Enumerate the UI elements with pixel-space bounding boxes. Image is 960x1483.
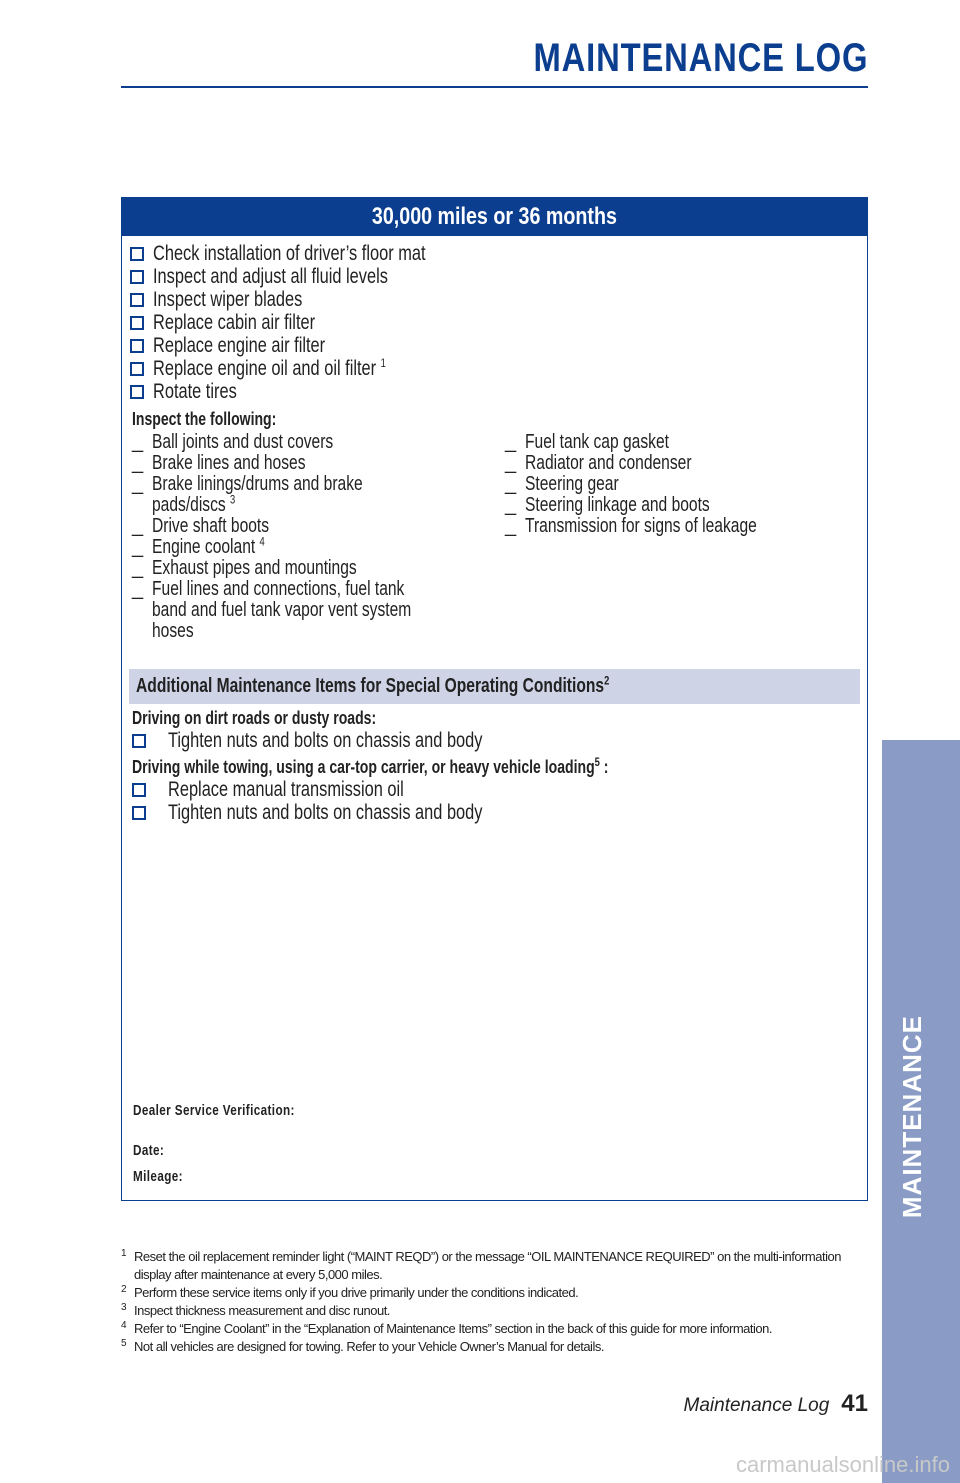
inspect-line-text: [525, 474, 619, 495]
inspect-line-label: Brake linings/drums and brake: [152, 473, 363, 495]
inspect-item-line: [152, 558, 502, 579]
watermark: carmanualsonline.info: [735, 1452, 950, 1477]
inspect-item-line: [152, 516, 502, 537]
footnote-text: Not all vehicles are designed for towing. Refer to your Vehicle Owner’s Manual for details.: [134, 1339, 604, 1354]
footnote: [121, 1284, 868, 1302]
inspect-line-label: Radiator and condenser: [525, 452, 692, 474]
inspect-line-label: Transmission for signs of leakage: [525, 515, 757, 537]
inspect-line-label: band and fuel tank vapor vent system: [152, 599, 412, 621]
inspect-item-text: [525, 432, 865, 453]
inspect-line-text: [525, 495, 710, 516]
inspect-line-label: Steering gear: [525, 473, 619, 495]
inspect-item: [132, 474, 502, 516]
dirt-heading-text: Driving on dirt roads or dusty roads:: [132, 708, 377, 728]
checklist-item-text: [153, 357, 386, 381]
card-header: [122, 198, 867, 236]
footnote: [121, 1320, 868, 1338]
inspect-item-text: [152, 516, 502, 537]
towing-heading: [132, 757, 743, 778]
inspect-item: [505, 432, 865, 453]
inspect-item-text: [152, 453, 502, 474]
checklist-item: [130, 334, 630, 357]
inspect-item: [505, 495, 865, 516]
footnote-text: Inspect thickness measurement and disc runout.: [134, 1303, 390, 1318]
dirt-roads-heading: [132, 708, 445, 729]
inspect-line-label: Fuel lines and connections, fuel tank: [152, 578, 405, 600]
checkbox-icon[interactable]: [130, 316, 144, 330]
inspect-line-text: [152, 600, 411, 621]
inspect-line-text: [152, 534, 265, 558]
dash-bullet: _: [132, 515, 144, 537]
page-title: MAINTENANCE LOG: [533, 36, 868, 80]
inspect-line-label: hoses: [152, 620, 194, 642]
inspect-line-text: [152, 492, 236, 516]
checklist-item-label: Rotate tires: [153, 379, 237, 403]
dash-bullet: _: [132, 536, 144, 558]
condition-item-text: [168, 778, 404, 802]
inspect-line-label: Engine coolant: [152, 536, 256, 558]
inspect-item-line: [525, 453, 865, 474]
checkbox-icon[interactable]: [132, 734, 146, 748]
checklist-item-text: [153, 242, 426, 266]
condition-item: [132, 801, 571, 825]
footnote-number: 2: [121, 1284, 127, 1295]
dash-bullet: _: [505, 431, 517, 453]
inspect-item: [132, 453, 502, 474]
inspect-list-left: [132, 432, 502, 642]
checkbox-icon[interactable]: [130, 293, 144, 307]
inspect-line-text: [525, 516, 757, 537]
inspect-item-text: [152, 474, 502, 516]
inspect-line-text: [152, 621, 194, 642]
inspect-list-right: [505, 432, 865, 537]
inspect-line-text: [525, 432, 669, 453]
inspect-item-line: [525, 495, 865, 516]
footnote-number: 3: [121, 1302, 127, 1313]
page-number: 41: [841, 1390, 868, 1417]
inspect-item: [132, 558, 502, 579]
inspect-item: [505, 474, 865, 495]
checklist-item-label: Replace cabin air filter: [153, 310, 316, 334]
inspect-line-label: Exhaust pipes and mountings: [152, 557, 357, 579]
footnote-ref: 4: [259, 534, 265, 549]
checklist-item: [130, 265, 630, 288]
footnote-text: Perform these service items only if you drive primarily under the conditions indicated.: [134, 1285, 579, 1300]
dash-bullet: _: [132, 431, 144, 453]
inspect-item: [505, 516, 865, 537]
checkbox-icon[interactable]: [132, 783, 146, 797]
inspect-line-label: Drive shaft boots: [152, 515, 270, 537]
condition-item-label: Tighten nuts and bolts on chassis and body: [168, 729, 483, 752]
footnote-ref: 3: [230, 492, 236, 507]
condition-item-text: [168, 801, 482, 825]
checklist-item: [130, 380, 630, 403]
inspect-item-line: [152, 453, 502, 474]
footnote-number: 4: [121, 1320, 127, 1331]
inspect-item-line: [152, 492, 502, 516]
mileage-label: [133, 1168, 197, 1185]
checklist-item: [130, 288, 630, 311]
checklist-item-label: Check installation of driver’s floor mat: [153, 241, 426, 265]
condition-item-text: [168, 729, 482, 753]
inspect-line-label: Steering linkage and boots: [525, 494, 710, 516]
checklist-item-text: [153, 311, 315, 335]
inspect-line-text: [152, 516, 269, 537]
footnote: [121, 1302, 868, 1320]
dealer-verification-label: [133, 1102, 340, 1119]
inspect-line-text: [525, 453, 692, 474]
inspect-item: [132, 432, 502, 453]
inspect-line-label: Ball joints and dust covers: [152, 431, 334, 453]
mileage-label-text: Mileage:: [133, 1168, 183, 1185]
checkbox-icon[interactable]: [132, 806, 146, 820]
footnote: [121, 1248, 868, 1284]
inspect-item-text: [525, 495, 865, 516]
title-divider: [121, 86, 868, 88]
checklist-item: [130, 357, 630, 380]
checkbox-icon[interactable]: [130, 385, 144, 399]
inspect-item: [505, 453, 865, 474]
inspect-item-text: [152, 558, 502, 579]
inspect-heading-text: Inspect the following:: [132, 409, 277, 429]
dealer-label-text: Dealer Service Verification:: [133, 1102, 295, 1119]
footnote-ref: 1: [380, 355, 386, 370]
footnote-text: Refer to “Engine Coolant” in the “Explanation of Maintenance Items” section in the back of this guide for more information.: [134, 1321, 772, 1336]
footnote: [121, 1338, 868, 1356]
checkbox-icon[interactable]: [130, 270, 144, 284]
footnotes: [121, 1248, 868, 1356]
inspect-line-text: [152, 474, 363, 495]
maintenance-card: [121, 197, 868, 1201]
inspect-item-line: [152, 621, 502, 642]
condition-item: [132, 729, 571, 753]
dash-bullet: _: [132, 452, 144, 474]
checklist-item-text: [153, 288, 302, 312]
inspect-item-line: [152, 432, 502, 453]
checklist-item-text: [153, 380, 237, 404]
dash-bullet: _: [132, 557, 144, 579]
footnote-number: 5: [121, 1338, 127, 1349]
dash-bullet: _: [505, 473, 517, 495]
inspect-item: [132, 516, 502, 537]
inspect-item-line: [525, 474, 865, 495]
checklist-item-text: [153, 334, 325, 358]
checklist-item-label: Replace engine air filter: [153, 333, 326, 357]
checklist-item-label: Replace engine oil and oil filter: [153, 356, 377, 380]
dash-bullet: _: [505, 515, 517, 537]
inspect-item-text: [152, 579, 502, 642]
inspect-item-text: [152, 432, 502, 453]
inspect-line-text: [152, 432, 333, 453]
condition-item-label: Replace manual transmission oil: [168, 778, 404, 801]
inspect-line-text: [152, 453, 306, 474]
checklist-item-label: Inspect wiper blades: [153, 287, 303, 311]
inspect-item-line: [152, 534, 502, 558]
inspect-line-label: Fuel tank cap gasket: [525, 431, 669, 453]
towing-heading-text: Driving while towing, using a car-top carrier, or heavy vehicle loading: [132, 757, 595, 777]
checklist-item: [130, 242, 630, 265]
inspect-item-text: [152, 534, 502, 558]
condition-item: [132, 778, 470, 802]
side-tab-label: MAINTENANCE: [897, 1015, 927, 1219]
additional-heading-text: Additional Maintenance Items for Special Operating Conditions: [136, 675, 605, 697]
inspect-line-text: [152, 579, 404, 600]
additional-items-band: [129, 669, 860, 704]
checklist-item-text: [153, 265, 388, 289]
inspect-item-text: [525, 516, 865, 537]
checkbox-icon[interactable]: [130, 247, 144, 261]
inspect-line-text: [152, 558, 357, 579]
footnote-text: Reset the oil replacement reminder light (“MAINT REQD”) or the message “OIL MAINTENANCE REQUIRED” on the multi-information display after maintenance at every 5,000 miles.: [134, 1249, 841, 1282]
footnote-number: 1: [121, 1248, 127, 1259]
checklist-item-label: Inspect and adjust all fluid levels: [153, 264, 388, 288]
date-label: [133, 1142, 173, 1159]
towing-footnote-ref: 5: [594, 755, 600, 769]
dash-bullet: _: [132, 473, 144, 495]
inspect-item-line: [152, 600, 502, 621]
inspect-item-line: [525, 432, 865, 453]
additional-footnote-ref: 2: [604, 673, 610, 688]
checkbox-icon[interactable]: [130, 339, 144, 353]
inspect-item-text: [525, 474, 865, 495]
inspect-item-line: [152, 579, 502, 600]
date-label-text: Date:: [133, 1142, 165, 1159]
service-checklist: [130, 242, 630, 403]
inspect-item-line: [152, 474, 502, 495]
inspect-item: [132, 534, 502, 558]
inspect-line-label: Brake lines and hoses: [152, 452, 306, 474]
interval-heading: 30,000 miles or 36 months: [371, 203, 618, 230]
inspect-line-label: pads/discs: [152, 494, 226, 516]
towing-colon: :: [599, 757, 609, 777]
condition-item-label: Tighten nuts and bolts on chassis and body: [168, 801, 483, 824]
page-footer: [684, 1390, 868, 1418]
dash-bullet: _: [505, 452, 517, 474]
checkbox-icon[interactable]: [130, 362, 144, 376]
dash-bullet: _: [505, 494, 517, 516]
dash-bullet: _: [132, 578, 144, 600]
inspect-heading: [132, 409, 317, 430]
inspect-item-text: [525, 453, 865, 474]
inspect-item-line: [525, 516, 865, 537]
checklist-item: [130, 311, 630, 334]
additional-items-heading: [129, 675, 609, 698]
inspect-item: [132, 579, 502, 642]
footer-section-name: Maintenance Log: [683, 1395, 830, 1416]
